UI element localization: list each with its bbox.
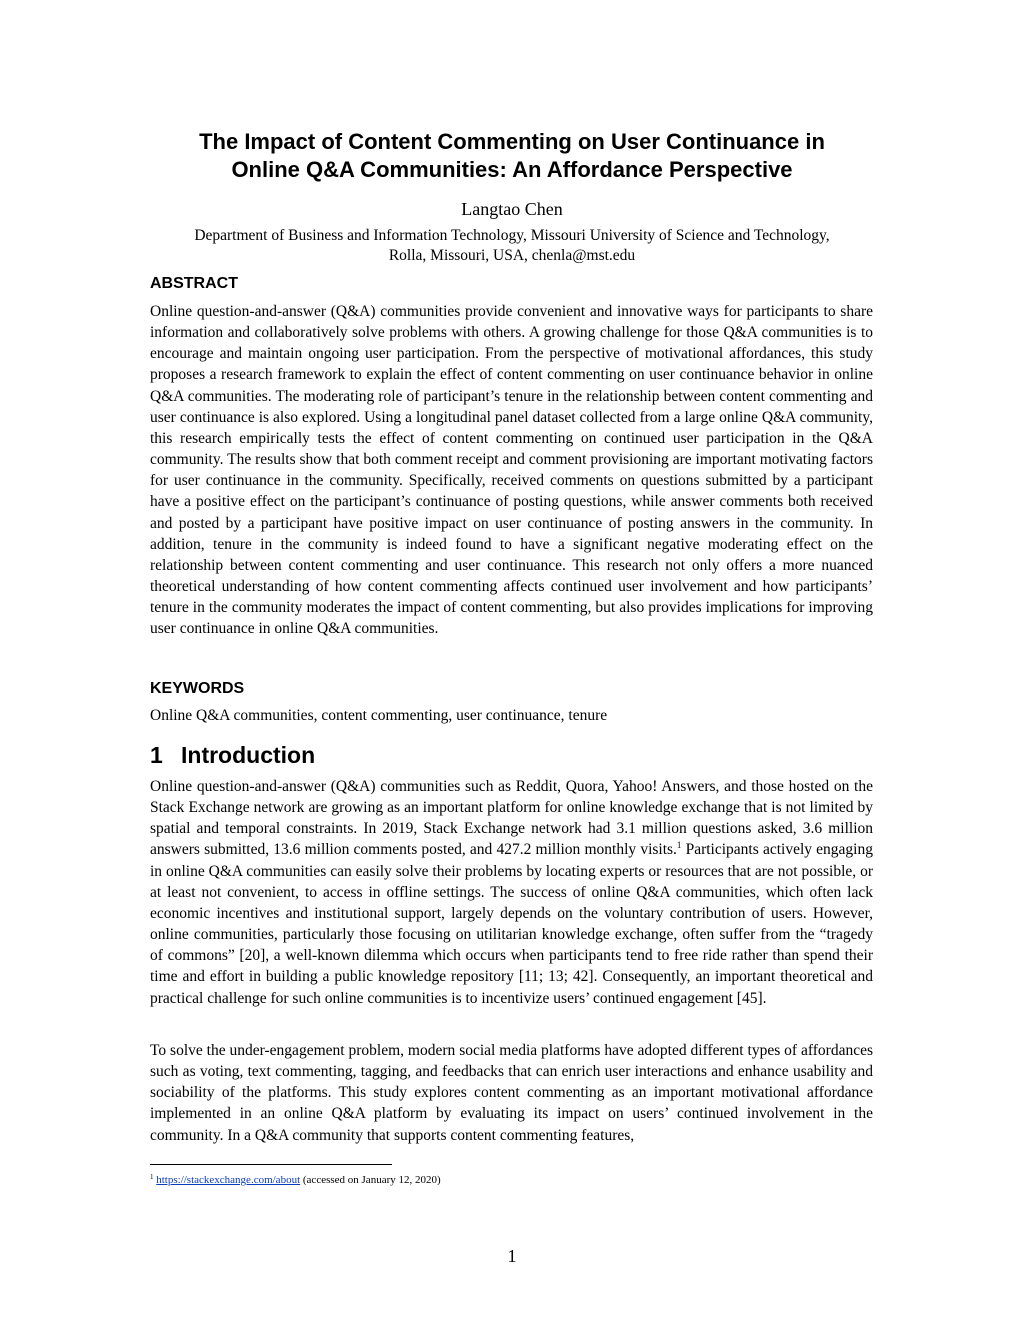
introduction-paragraph-1 <box>150 776 873 1009</box>
introduction-paragraph-2: To solve the under-engagement problem, modern social media platforms have adopted different types of affordances such as voting, text commenting, tagging, and feedbacks that can enrich user interactions and enhance usability and sociability of the platforms. This study explores content commenting as an important motivational affordance implemented in an online Q&A platform by evaluating its impact on users’ continued involvement in the community. In a Q&A community that supports content commenting features, <box>150 1042 873 1144</box>
footnote-reference[interactable]: 1 <box>676 840 682 851</box>
abstract-heading: ABSTRACT <box>150 275 238 292</box>
paper-title <box>130 128 894 184</box>
affiliation-line-2: Rolla, Missouri, USA, chenla@mst.edu <box>388 247 636 264</box>
footnote-link[interactable]: https://stackexchange.com/about <box>156 1174 301 1186</box>
section-number: 1 <box>150 742 163 768</box>
title-line-2: Online Q&A Communities: An Affordance Perspective <box>231 157 793 182</box>
paragraph-text-part-1: Online question-and-answer (Q&A) communities such as Reddit, Quora, Yahoo! Answers, and those hosted on the Stack Exchange network are growing as an important platform for online knowledge exchange that is not limited by spatial and temporal constraints. In 2019, Stack Exchange network had 3.1 million questions asked, 3.6 million answers submitted, 13.6 million comments posted, and 427.2 million monthly visits. <box>150 778 873 859</box>
keywords-heading: KEYWORDS <box>150 680 245 697</box>
page-number: 1 <box>507 1246 517 1266</box>
author-name: Langtao Chen <box>461 199 563 219</box>
author-affiliation <box>130 226 894 266</box>
section-title: Introduction <box>181 742 316 768</box>
paragraph-text-part-2: Participants actively engaging in online Q&A communities can easily solve their problems by locating experts or resources that are not possible, or at least not convenient, to access in offline settings. The success of online Q&A communities, which often lack economic incentives and institutional support, largely depends on the voluntary contribution of users. However, online communities, particularly those focusing on utilitarian knowledge exchange, often suffer from the “tragedy of commons” [20], a well-known dilemma which occurs when participants tend to free ride rather than spend their time and effort in building a public knowledge repository [11; 13; 42]. Consequently, an important theoretical and practical challenge for such online communities is to incentivize users’ continued engagement [45]. <box>150 841 873 1007</box>
affiliation-line-1: Department of Business and Information Technology, Missouri University of Science and Technology, <box>194 227 830 244</box>
footnote-separator <box>150 1164 392 1165</box>
keywords-text: Online Q&A communities, content commenting, user continuance, tenure <box>150 707 608 724</box>
abstract-text: Online question-and-answer (Q&A) communities provide convenient and innovative ways for participants to share information and collaboratively solve problems with others. A growing challenge for those Q&A communities is to encourage and maintain ongoing user participation. From the perspective of motivational affordances, this study proposes a research framework to explain the effect of content commenting on user continuance behavior in online Q&A communities. The moderating role of participant’s tenure in the relationship between content commenting and user continuance is also explored. Using a longitudinal panel dataset collected from a large online Q&A community, this research empirically tests the effect of content commenting on continued user participation in the Q&A community. The results show that both comment receipt and comment provisioning are important motivating factors for user continuance in the community. Specifically, received comments on questions submitted by a participant have a positive effect on the participant’s continuance of posting questions, while answer comments both received and posted by a participant have positive impact on user continuance of posting answers in the community. In addition, tenure in the community is indeed found to have a significant negative moderating effect on the relationship between content commenting and user continuance. This research not only offers a more nuanced theoretical understanding of how content commenting affects continued user involvement and how participants’ tenure in the community moderates the impact of content commenting, but also provides implications for improving user continuance in online Q&A communities. <box>150 303 873 638</box>
title-line-1: The Impact of Content Commenting on User Continuance in <box>199 129 825 154</box>
footnote-mark: 1 <box>150 1173 154 1181</box>
section-heading-introduction <box>150 742 315 769</box>
footnote <box>150 1174 441 1186</box>
footnote-note: (accessed on January 12, 2020) <box>300 1174 441 1186</box>
